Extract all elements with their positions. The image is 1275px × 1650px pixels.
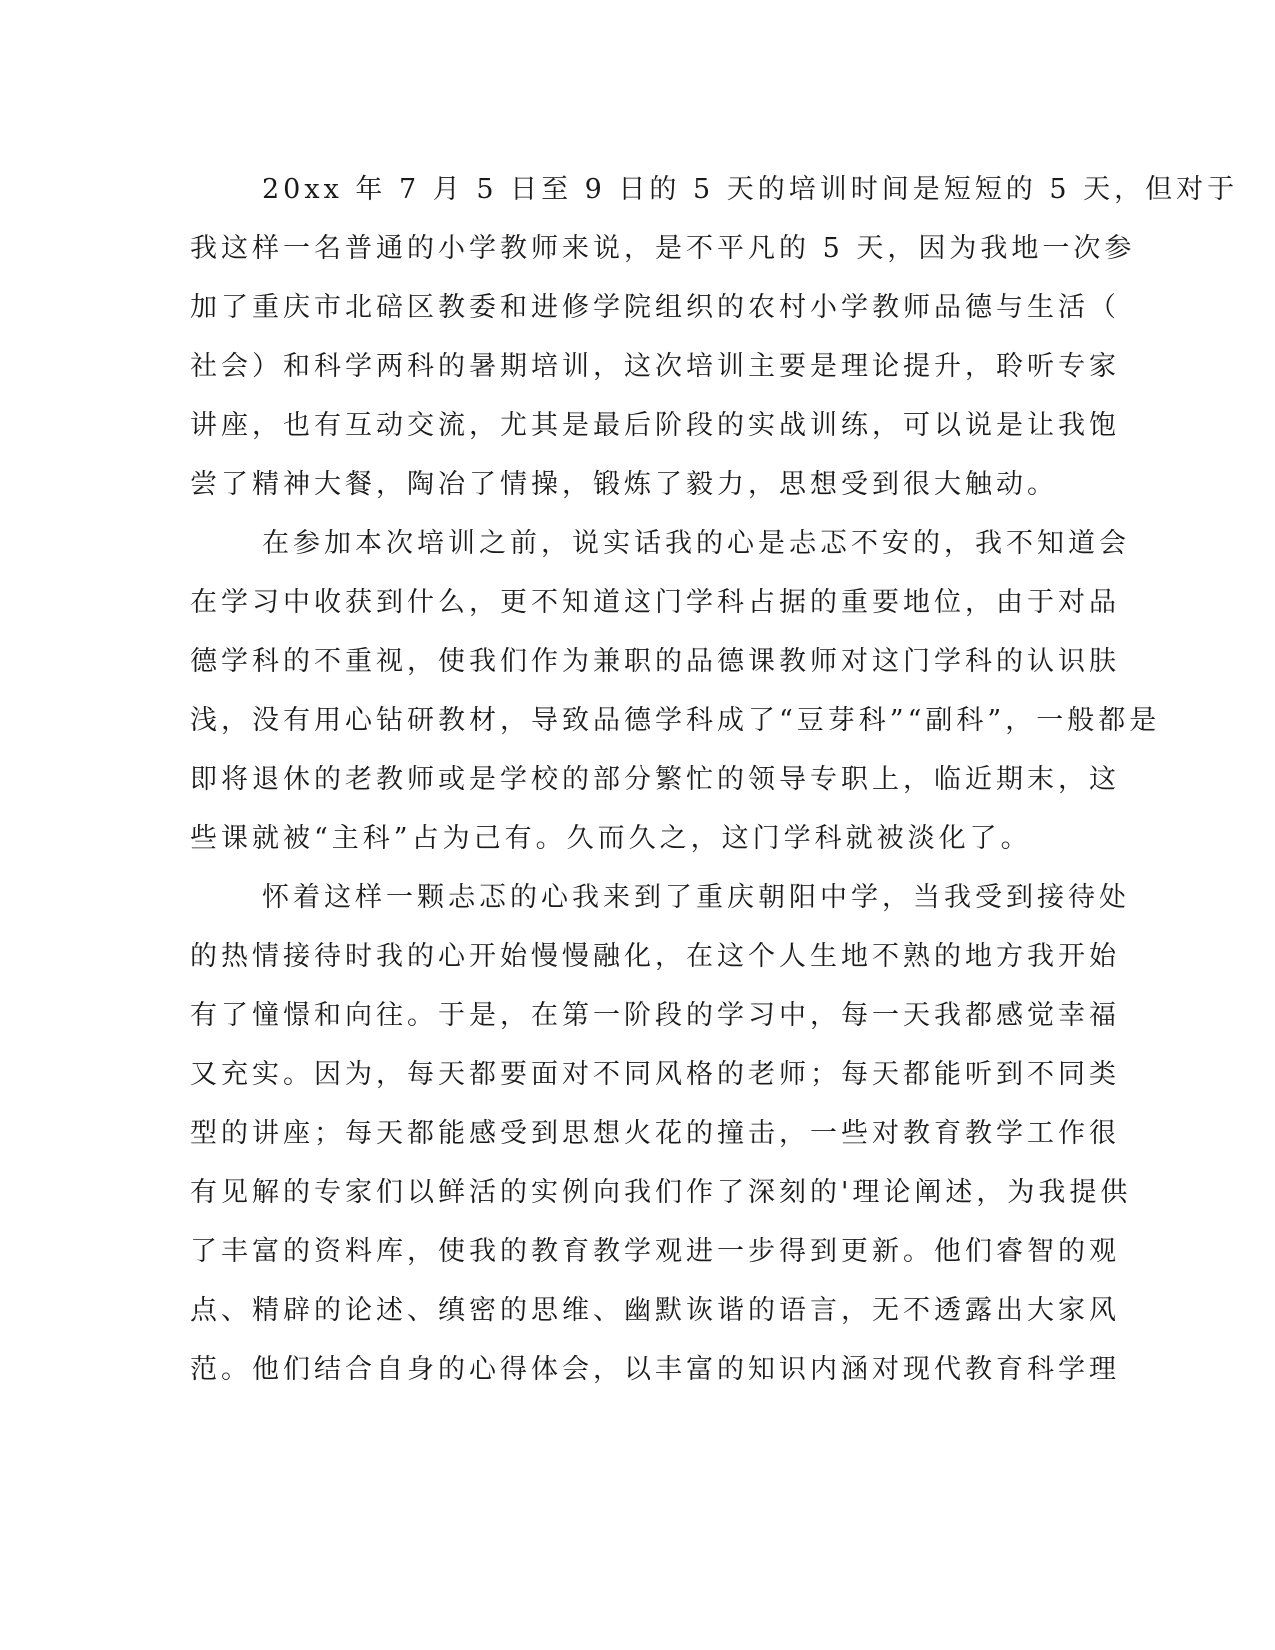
paragraph-1 [190, 160, 1239, 514]
text-line: 我这样一名普通的小学教师来说，是不平凡的 5 天，因为我地一次参 [190, 233, 1136, 264]
text-line: 型的讲座；每天都能感受到思想火花的撞击，一些对教育教学工作很 [190, 1118, 1120, 1149]
text-line: 了丰富的资料库，使我的教育教学观进一步得到更新。他们睿智的观 [190, 1236, 1120, 1267]
text-line: 社会）和科学两科的暑期培训，这次培训主要是理论提升，聆听专家 [190, 351, 1120, 382]
text-line: 德学科的不重视，使我们作为兼职的品德课教师对这门学科的认识肤 [190, 646, 1120, 677]
text-line: 在学习中收获到什么，更不知道这门学科占据的重要地位，由于对品 [190, 587, 1120, 618]
text-line: 讲座，也有互动交流，尤其是最后阶段的实战训练，可以说是让我饱 [190, 410, 1120, 441]
text-line: 怀着这样一颗忐忑的心我来到了重庆朝阳中学，当我受到接待处 [262, 882, 1130, 913]
document-body [190, 160, 1239, 1399]
text-line: 即将退休的老教师或是学校的部分繁忙的领导专职上，临近期末，这 [190, 764, 1120, 795]
text-line: 加了重庆市北碚区教委和进修学院组织的农村小学教师品德与生活（ [190, 292, 1120, 323]
text-line: 些课就被“主科”占为己有。久而久之，这门学科就被淡化了。 [190, 823, 1032, 854]
paragraph-2 [190, 514, 1161, 868]
text-line: 在参加本次培训之前，说实话我的心是忐忑不安的，我不知道会 [262, 528, 1130, 559]
text-line: 20xx 年 7 月 5 日至 9 日的 5 天的培训时间是短短的 5 天，但对于 [262, 174, 1239, 205]
text-line: 尝了精神大餐，陶冶了情操，锻炼了毅力，思想受到很大触动。 [190, 469, 1058, 500]
text-line: 浅，没有用心钻研教材，导致品德学科成了“豆芽科”“副科”，一般都是 [190, 705, 1161, 736]
paragraph-3 [190, 868, 1132, 1399]
text-line: 有见解的专家们以鲜活的实例向我们作了深刻的'理论阐述，为我提供 [190, 1177, 1132, 1208]
text-line: 的热情接待时我的心开始慢慢融化，在这个人生地不熟的地方我开始 [190, 941, 1120, 972]
text-line: 点、精辟的论述、缜密的思维、幽默诙谐的语言，无不透露出大家风 [190, 1295, 1120, 1326]
text-line: 又充实。因为，每天都要面对不同风格的老师；每天都能听到不同类 [190, 1059, 1120, 1090]
text-line: 范。他们结合自身的心得体会，以丰富的知识内涵对现代教育科学理 [190, 1354, 1120, 1385]
text-line: 有了憧憬和向往。于是，在第一阶段的学习中，每一天我都感觉幸福 [190, 1000, 1120, 1031]
